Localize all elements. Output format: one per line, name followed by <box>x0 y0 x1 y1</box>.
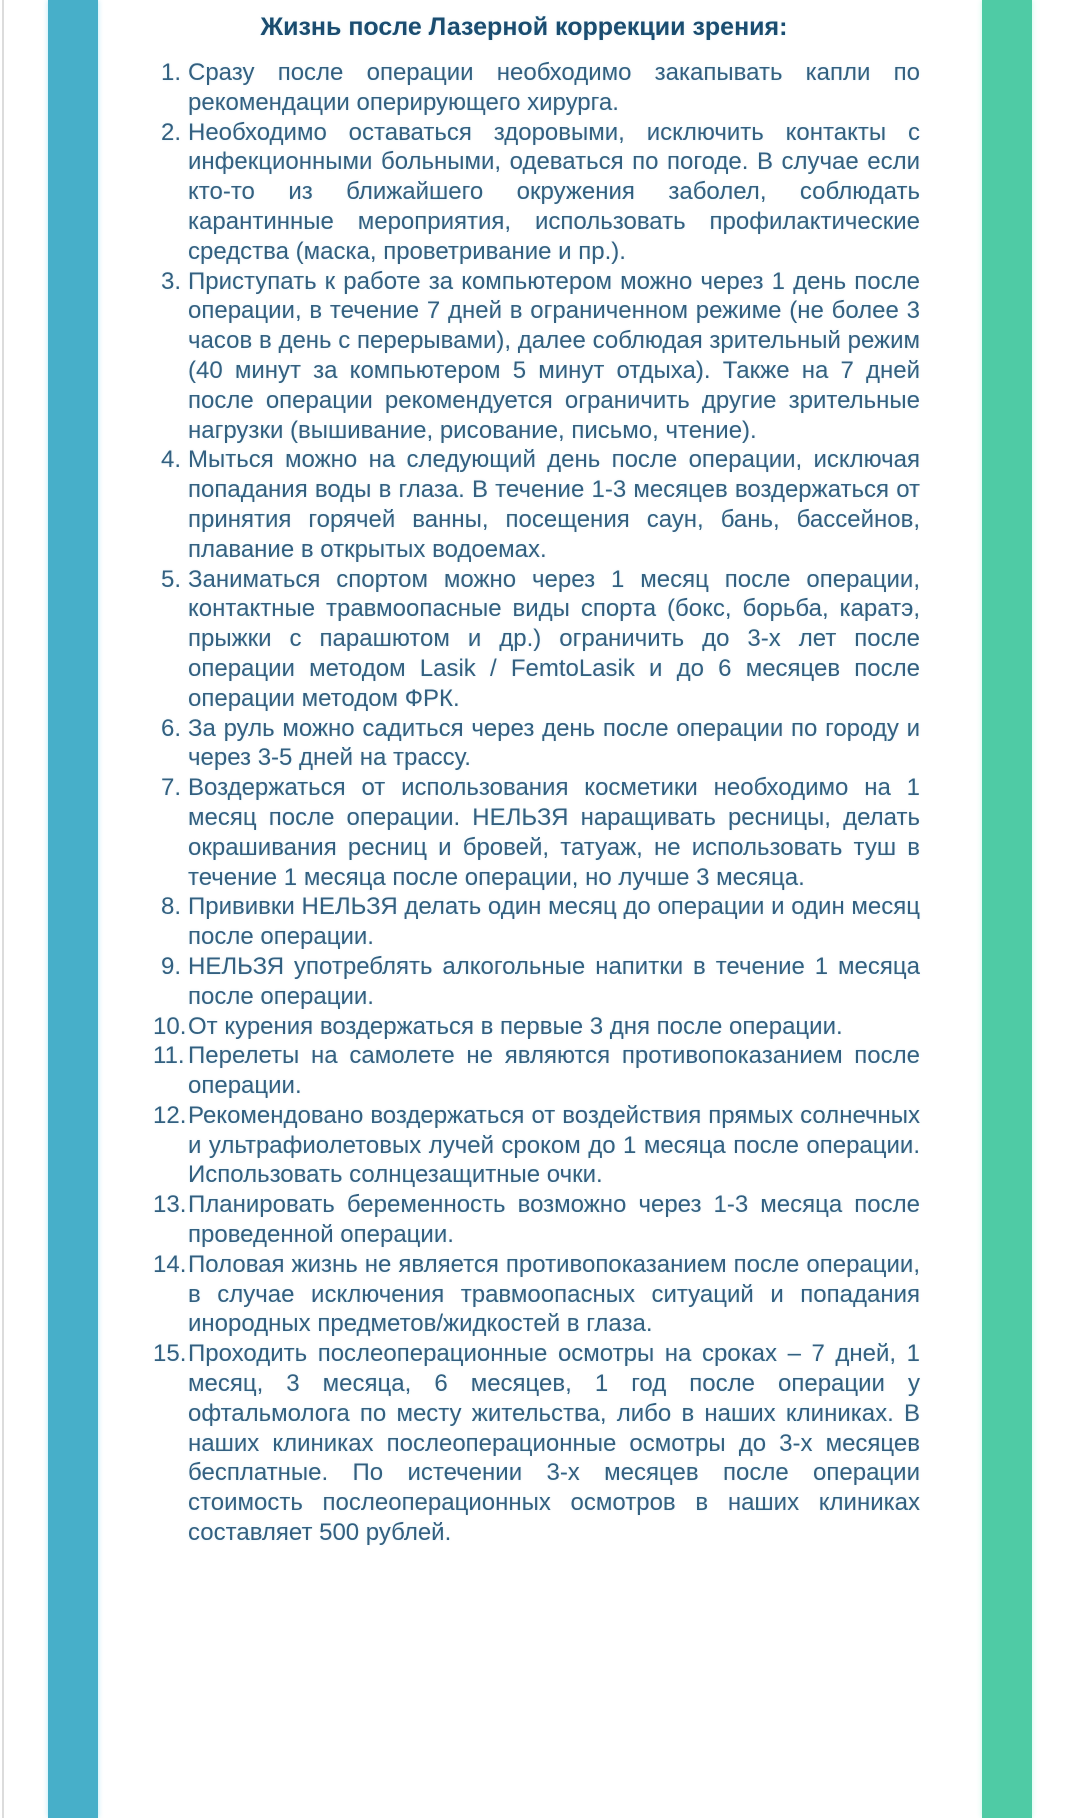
list-item-number: 7. <box>160 774 181 802</box>
list-item <box>155 714 920 774</box>
list-item-number: 2. <box>160 118 181 146</box>
list-item-text: Проходить послеоперационные осмотры на сроках – 7 дней, 1 месяц, 3 месяца, 6 месяцев, 1 год после операции у офтальмолога по месту жительства, либо в наших клиниках. В наших клиниках послеоперационные осмотры до 3-х месяцев бесплатные. По истечении 3-х месяцев после операции стоимость послеоперационных осмотров в наших клиниках составляет 500 рублей. <box>188 1340 920 1547</box>
list-item-text: Сразу после операции необходимо закапывать капли по рекомендации оперирующего хирурга. <box>188 59 920 116</box>
list-item-text: Рекомендовано воздержаться от воздействия прямых солнечных и ультрафиолетовых лучей сроком до 1 месяца после операции. Использовать солнцезащитные очки. <box>188 1101 920 1189</box>
list-item <box>155 267 920 446</box>
list-item <box>155 773 920 892</box>
list-item-number: 13. <box>153 1191 187 1219</box>
list-item-text: За руль можно садиться через день после операции по городу и через 3-5 дней на трассу. <box>188 714 920 772</box>
list-item-text: Воздержаться от использования косметики необходимо на 1 месяц после операции. НЕЛЬЗЯ наращивать ресницы, делать окрашивания ресниц и бровей, татуаж, не использовать туш в течение 1 месяца после операции, но лучше 3 месяца. <box>188 774 920 891</box>
list-item-text: Заниматься спортом можно через 1 месяц после операции, контактные травмоопасные виды спорта (бокс, борьба, каратэ, прыжки с парашютом и др.) ограничить до 3-х лет после операции методом Lasik / FemtoLasik и до 6 месяцев после операции методом ФРК. <box>188 565 920 712</box>
list-item-text: Прививки НЕЛЬЗЯ делать один месяц до операции и один месяц после операции. <box>188 893 920 951</box>
list-item-number: 1. <box>160 59 181 86</box>
list-item <box>155 58 920 118</box>
list-item <box>155 445 920 564</box>
page-title: Жизнь после Лазерной коррекции зрения: <box>260 13 788 41</box>
list-item-text: Перелеты на самолете не являются противопоказанием после операции. <box>188 1042 920 1100</box>
left-accent-bar <box>48 0 98 1818</box>
list-item <box>155 1101 920 1190</box>
list-item-text: Планировать беременность возможно через 1-3 месяца после проведенной операции. <box>188 1191 920 1249</box>
list-item-number: 5. <box>160 565 181 593</box>
list-item-number: 12. <box>153 1101 187 1129</box>
list-item <box>155 1250 920 1339</box>
list-item <box>155 1339 920 1548</box>
list-item-text: От курения воздержаться в первые 3 дня после операции. <box>188 1012 843 1040</box>
list-item-number: 3. <box>160 267 181 295</box>
list-item <box>155 952 920 1012</box>
instructions-list <box>155 58 920 1548</box>
list-item-number: 4. <box>160 446 181 474</box>
list-item <box>155 1190 920 1250</box>
list-item-number: 8. <box>160 893 181 921</box>
list-item-number: 6. <box>160 714 181 742</box>
right-accent-bar <box>982 0 1032 1818</box>
list-item-text: Мыться можно на следующий день после операции, исключая попадания воды в глаза. В течение 1-3 месяцев воздержаться от принятия горячей ванны, посещения саун, бань, бассейнов, плавание в открытых водоемах. <box>188 446 920 563</box>
list-item-text: НЕЛЬЗЯ употреблять алкогольные напитки в течение 1 месяца после операции. <box>188 952 920 1010</box>
list-item-number: 11. <box>153 1042 185 1070</box>
document-content <box>128 0 920 1548</box>
list-item-text: Приступать к работе за компьютером можно через 1 день после операции, в течение 7 дней в ограниченном режиме (не более 3 часов в день с перерывами), далее соблюдая зрительный режим (40 минут за компьютером 5 минут отдыха). Также на 7 дней после операции рекомендуется ограничить другие зрительные нагрузки (вышивание, рисование, письмо, чтение). <box>188 267 920 444</box>
list-item-number: 15. <box>153 1340 187 1368</box>
page-edge-line <box>2 0 4 1818</box>
list-item <box>155 118 920 267</box>
list-item-number: 9. <box>160 952 181 980</box>
list-item <box>155 1012 920 1042</box>
list-item <box>155 892 920 952</box>
list-item <box>155 565 920 714</box>
list-item-text: Половая жизнь не является противопоказанием после операции, в случае исключения травмоопасных ситуаций и попадания инородных предметов/жидкостей в глаза. <box>188 1250 920 1338</box>
list-item-number: 14. <box>153 1250 187 1278</box>
list-item-text: Необходимо оставаться здоровыми, исключить контакты с инфекционными больными, одеваться по погоде. В случае если кто-то из ближайшего окружения заболел, соблюдать карантинные мероприятия, использовать профилактические средства (маска, проветривание и пр.). <box>188 118 920 265</box>
list-item-number: 10. <box>153 1012 187 1040</box>
list-item <box>155 1041 920 1101</box>
